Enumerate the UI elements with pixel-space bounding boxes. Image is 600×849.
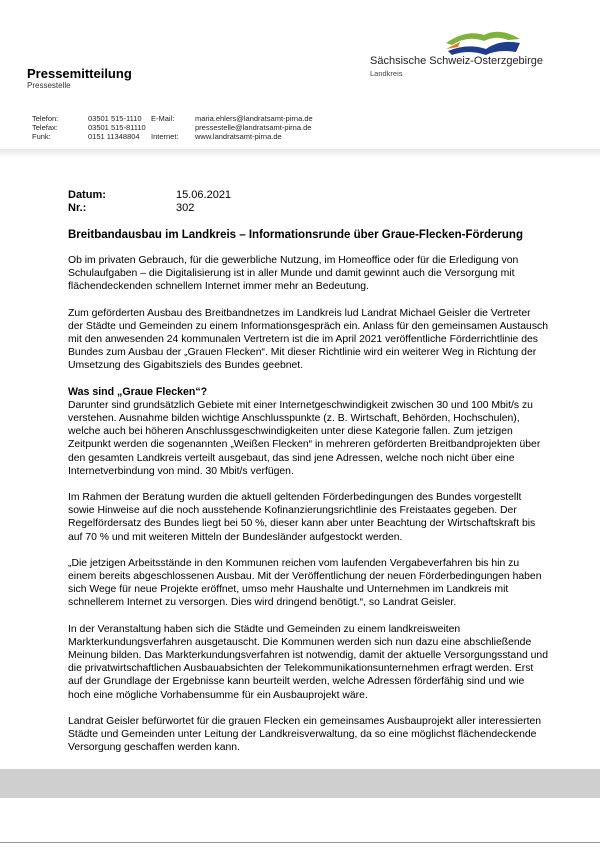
website-value: www.landratsamt-pirna.de bbox=[195, 132, 282, 141]
department-label: Pressestelle bbox=[27, 81, 71, 90]
contact-labels-right bbox=[151, 114, 179, 141]
paragraph: Im Rahmen der Beratung wurden die aktuell geltenden Förderbedingungen des Bundes vorgestellt sowie Hinweise auf die noch ausstehende Kofinanzierungsrichtlinie des Freistaates gegeben. Der Regelfördersatz des Bundes liegt bei 50 %, dieser kann aber unter Beachtung der Wirtschaftskraft bis auf 70 % und mit weiteren Mitteln der Bundesländer aufgestockt werden. bbox=[68, 492, 536, 543]
contact-values-left bbox=[88, 114, 146, 141]
header-divider bbox=[0, 149, 600, 157]
date-value: 15.06.2021 bbox=[176, 189, 232, 201]
article-headline: Breitbandausbau im Landkreis – Informationsrunde über Graue-Flecken-Förderung bbox=[68, 229, 523, 241]
phone-value: 03501 515-1110 bbox=[88, 114, 142, 123]
district-name: Sächsische Schweiz-Osterzgebirge bbox=[370, 55, 544, 67]
contact-values-right bbox=[195, 114, 313, 141]
paragraph: Landrat Geisler befürwortet für die grauen Flecken ein gemeinsames Ausbauprojekt aller interessierten Städte und Gemeinden unter Leitung der Landkreisverwaltung, da so eine möglichst flächendeckende Versorgung geschaffen werden kann. bbox=[68, 715, 542, 754]
email-label: E-Mail: bbox=[151, 114, 175, 123]
page-title: Pressemitteilung bbox=[27, 66, 132, 81]
paragraph: „Die jetzigen Arbeitsstände in den Kommunen reichen vom laufenden Vergabeverfahren bis hin zu einem bereits abgeschlossenen Ausbau. Mit der Veröffentlichung der neuen Förderbedingungen haben sich Wege für neue Projekte eröffnet, umso mehr Haushalte und Unternehmen im Landkreis mit schnellerem Internet zu versorgen. Dies wird dringend benötigt.“, so Landrat Geisler. bbox=[68, 557, 542, 609]
email-label-2 bbox=[151, 123, 179, 132]
fax-label: Telefax: bbox=[32, 123, 58, 132]
date-label: Datum: bbox=[68, 189, 106, 201]
email-value: maria.ehlers@landratsamt-pirna.de bbox=[195, 114, 313, 123]
mobile-label: Funk: bbox=[32, 132, 51, 141]
fax-value: 03501 515-81110 bbox=[88, 123, 146, 132]
paragraph: Darunter sind grundsätzlich Gebiete mit einer Internetgeschwindigkeit zwischen 30 und 100 Mbit/s zu verstehen. Ausnahme bilden wichtige Anschlusspunkte (z. B. Wirtschaft, Behörden, Hochschulen), welche auch bei höheren Anschlussgeschwindigkeiten unter diese Kategorie fallen. Zum jetzigen Zeitpunkt werden die sogenannten „Weißen Flecken“ in mehreren geförderten Breitbandprojekten über den gesamten Landkreis verteilt ausgebaut, das sind jene Adressen, welche noch nicht über eine Internetverbindung von mind. 30 Mbit/s verfügen. bbox=[68, 399, 541, 477]
paragraph: In der Veranstaltung haben sich die Städte und Gemeinden zu einem landkreisweiten Markterkundungsverfahren ausgetauscht. Die Kommunen werden sich nun dazu eine abschließende Meinung bilden. Das Markterkundungsverfahren ist notwendig, damit der aktuelle Versorgungsstand und die privatwirtschaftlichen Ausbauabsichten der Telekommunikationsunternehmen erfragt werden. Erst auf der Grundlage der Ergebnisse kann beurteilt werden, welche Adressen förderfähig sind und wie hoch eine mögliche Vorhabensumme für ein Ausbauprojekt wäre. bbox=[68, 623, 548, 701]
mobile-value: 0151 11348804 bbox=[88, 132, 140, 141]
meta-values bbox=[176, 189, 231, 215]
paragraph: Ob im privaten Gebrauch, für die gewerbliche Nutzung, im Homeoffice oder für die Erledigung von Schulaufgaben – die Digitalisierung ist in aller Munde und damit gewinnt auch die Versorgung mit flächendeckenden schnellem Internet immer mehr an Bedeutung. bbox=[68, 255, 519, 293]
article-subheading: Was sind „Graue Flecken“? bbox=[68, 385, 208, 398]
paragraph: Zum geförderten Ausbau des Breitbandnetzes im Landkreis lud Landrat Michael Geisler die Vertreter der Städte und Gemeinden zu einem Informationsgespräch ein. Anlass für den gemeinsamen Austausch mit den anwesenden 24 kommunalen Vertretern ist die im April 2021 veröffentliche Förderrichtlinie des Bundes zum Ausbau der „Grauen Flecken“. Mit dieser Richtlinie wird ein weiterer Weg in Richtung der Umsetzung des Gigabitsziels des Bundes geebnet. bbox=[68, 307, 548, 372]
number-value: 302 bbox=[176, 202, 195, 214]
press-email-value: pressestelle@landratsamt-pirna.de bbox=[195, 123, 312, 132]
meta-labels bbox=[68, 189, 106, 215]
article-body bbox=[68, 254, 548, 768]
number-label: Nr.: bbox=[68, 202, 87, 214]
district-type: Landkreis bbox=[370, 69, 403, 78]
footer-band bbox=[0, 769, 600, 798]
footer-line bbox=[0, 842, 600, 843]
contact-labels-left bbox=[32, 114, 58, 141]
phone-label: Telefon: bbox=[32, 114, 59, 123]
internet-label: Internet: bbox=[151, 132, 179, 141]
